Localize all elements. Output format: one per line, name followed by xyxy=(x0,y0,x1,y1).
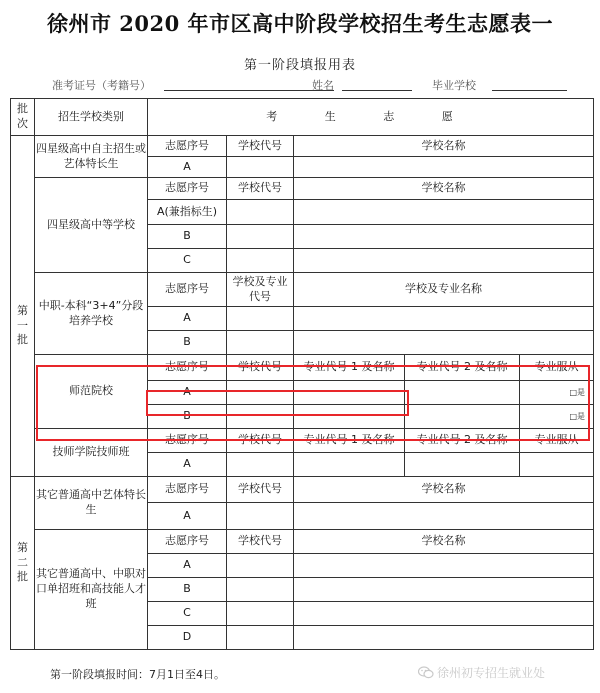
code-header: 学校代号 xyxy=(227,136,294,157)
seq-cell: B xyxy=(148,578,227,602)
seq-cell: A xyxy=(148,307,227,331)
name-input-cell[interactable] xyxy=(294,249,594,273)
s4-col-header xyxy=(11,355,594,381)
code-input-cell[interactable] xyxy=(227,503,294,530)
ticket-number-field[interactable] xyxy=(164,90,334,91)
s1-col-header xyxy=(11,136,594,157)
name-input-cell[interactable] xyxy=(294,307,594,331)
seq-header: 志愿序号 xyxy=(148,273,227,307)
major1-header: 专业代号 1 及名称 xyxy=(294,429,405,453)
form-subtitle: 第一阶段填报用表 xyxy=(243,58,356,73)
code-input-cell[interactable] xyxy=(227,602,294,626)
name-input-cell[interactable] xyxy=(294,331,594,355)
s2-category: 四星级高中等学校 xyxy=(35,178,148,273)
form-title: 徐州市 2020 年市区高中阶段学校招生考生志愿表一 xyxy=(46,11,554,36)
code-header: 学校代号 xyxy=(227,355,294,381)
category-header: 招生学校类别 xyxy=(35,99,148,136)
major2-header: 专业代号 2 及名称 xyxy=(405,429,520,453)
name-input-cell[interactable] xyxy=(294,200,594,225)
seq-cell: B xyxy=(148,331,227,355)
s7-col-header xyxy=(11,530,594,554)
s3-category: 中职-本科“3+4”分段培养学校 xyxy=(35,273,148,355)
seq-cell: D xyxy=(148,626,227,650)
code-major-header: 学校及专业代号 xyxy=(227,273,294,307)
s6-col-header xyxy=(11,477,594,503)
obey-input-cell[interactable] xyxy=(520,453,594,477)
school-field[interactable] xyxy=(492,90,567,91)
code-input-cell[interactable] xyxy=(227,381,294,405)
major1-input-cell[interactable] xyxy=(294,453,405,477)
batch-header: 批次 xyxy=(11,99,35,136)
name-major-header: 学校及专业名称 xyxy=(294,273,594,307)
code-input-cell[interactable] xyxy=(227,249,294,273)
applicant-info-line xyxy=(52,77,572,95)
seq-cell: C xyxy=(148,602,227,626)
s3-col-header xyxy=(11,273,594,307)
s1-category: 四星级高中自主招生或艺体特长生 xyxy=(35,136,148,178)
seq-header: 志愿序号 xyxy=(148,355,227,381)
obey-header: 专业服从 xyxy=(520,355,594,381)
code-input-cell[interactable] xyxy=(227,331,294,355)
s5-col-header xyxy=(11,429,594,453)
seq-header: 志愿序号 xyxy=(148,477,227,503)
table-header-row xyxy=(11,99,594,136)
filing-time-note: 第一阶段填报时间：7月1日至4日。 xyxy=(50,668,225,681)
s4-category: 师范院校 xyxy=(35,355,148,429)
seq-header: 志愿序号 xyxy=(148,136,227,157)
code-input-cell[interactable] xyxy=(227,578,294,602)
seq-cell: B xyxy=(148,405,227,429)
major1-header: 专业代号 1 及名称 xyxy=(294,355,405,381)
code-header: 学校代号 xyxy=(227,429,294,453)
name-header: 学校名称 xyxy=(294,530,594,554)
seq-cell: A xyxy=(148,157,227,178)
code-input-cell[interactable] xyxy=(227,405,294,429)
code-input-cell[interactable] xyxy=(227,307,294,331)
school-label: 毕业学校 xyxy=(432,79,476,92)
name-input-cell[interactable] xyxy=(294,578,594,602)
name-input-cell[interactable] xyxy=(294,503,594,530)
watermark-text: 徐州初专招生就业处 xyxy=(437,666,546,680)
seq-cell: B xyxy=(148,225,227,249)
seq-header: 志愿序号 xyxy=(148,429,227,453)
code-header: 学校代号 xyxy=(227,178,294,200)
seq-cell: C xyxy=(148,249,227,273)
watermark xyxy=(418,664,545,682)
volunteer-header: 考 生 志 愿 xyxy=(148,99,594,136)
major2-input-cell[interactable] xyxy=(405,381,520,405)
name-label: 姓名 xyxy=(312,79,334,92)
seq-header: 志愿序号 xyxy=(148,178,227,200)
name-header: 学校名称 xyxy=(294,178,594,200)
batch2-label: 第二批 xyxy=(11,477,35,650)
obey-header: 专业服从 xyxy=(520,429,594,453)
code-header: 学校代号 xyxy=(227,530,294,554)
name-input-cell[interactable] xyxy=(294,626,594,650)
s7-category: 其它普通高中、中职对口单招班和高技能人才班 xyxy=(35,530,148,650)
seq-cell: A(兼指标生) xyxy=(148,200,227,225)
major1-input-cell[interactable] xyxy=(294,381,405,405)
major2-header: 专业代号 2 及名称 xyxy=(405,355,520,381)
name-input-cell[interactable] xyxy=(294,157,594,178)
volunteer-form-table xyxy=(10,98,594,650)
code-input-cell[interactable] xyxy=(227,554,294,578)
wechat-icon xyxy=(418,666,434,682)
name-header: 学校名称 xyxy=(294,136,594,157)
code-input-cell[interactable] xyxy=(227,225,294,249)
batch1-label: 第一批 xyxy=(11,136,35,477)
major2-input-cell[interactable] xyxy=(405,453,520,477)
major1-input-cell[interactable] xyxy=(294,405,405,429)
name-input-cell[interactable] xyxy=(294,554,594,578)
s5-category: 技师学院技师班 xyxy=(35,429,148,477)
name-field[interactable] xyxy=(342,90,412,91)
code-header: 学校代号 xyxy=(227,477,294,503)
seq-cell: A xyxy=(148,554,227,578)
code-input-cell[interactable] xyxy=(227,453,294,477)
code-input-cell[interactable] xyxy=(227,626,294,650)
code-input-cell[interactable] xyxy=(227,157,294,178)
name-input-cell[interactable] xyxy=(294,225,594,249)
ticket-number-label: 准考证号（考籍号） xyxy=(52,79,151,92)
s6-category: 其它普通高中艺体特长生 xyxy=(35,477,148,530)
s2-col-header xyxy=(11,178,594,200)
major2-input-cell[interactable] xyxy=(405,405,520,429)
obey-checkbox[interactable]: □是 xyxy=(520,381,594,405)
code-input-cell[interactable] xyxy=(227,200,294,225)
seq-header: 志愿序号 xyxy=(148,530,227,554)
seq-cell: A xyxy=(148,453,227,477)
name-input-cell[interactable] xyxy=(294,602,594,626)
seq-cell: A xyxy=(148,503,227,530)
name-header: 学校名称 xyxy=(294,477,594,503)
obey-checkbox[interactable]: □是 xyxy=(520,405,594,429)
seq-cell: A xyxy=(148,381,227,405)
